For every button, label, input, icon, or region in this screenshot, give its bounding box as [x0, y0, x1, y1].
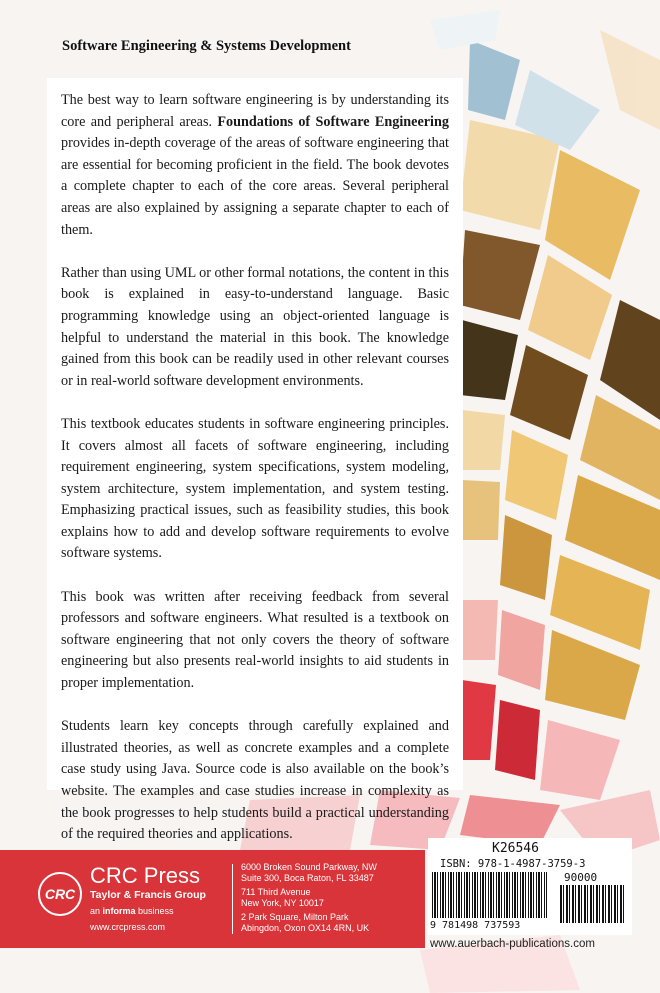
paragraph-text: provides in-depth coverage of the areas of software engineering that are essential for becoming proficient in the field. The book devotes a complete chapter to each of the core areas. Several peripheral areas are also explained by assigning a separate chapter to each of them.: [61, 135, 449, 238]
divider: [232, 864, 233, 934]
address-line: 6000 Broken Sound Parkway, NW: [241, 862, 377, 872]
imprint-website: www.auerbach-publications.com: [430, 938, 595, 950]
series-title: Software Engineering & Systems Development: [62, 38, 351, 54]
publisher-info: [90, 864, 224, 932]
sub-text: an: [90, 906, 103, 916]
price-code: 90000: [564, 871, 598, 884]
paragraph-5: Students learn key concepts through carefully explained and illustrated theories, as well as concrete examples and a complete case study using Java. Source code is also available on the book’s website. The examples and case studies increase in complexity as the book progresses to help students build a practical understanding of the required theories and applications.: [61, 718, 449, 843]
isbn: ISBN: 978-1-4987-3759-3: [440, 858, 586, 870]
barcode-box: [428, 838, 632, 935]
address-line: 2 Park Square, Milton Park: [241, 912, 349, 922]
paragraph-text: The best way to learn software engineering is by understanding its core and peripheral areas.: [61, 92, 449, 130]
addresses: [241, 862, 377, 937]
crc-logo: CRC: [38, 872, 82, 916]
address-line: 711 Third Avenue: [241, 887, 311, 897]
publisher-name: CRC Press: [90, 863, 201, 888]
book-title: Foundations of Software Engineering: [217, 113, 449, 130]
address: [241, 912, 377, 934]
address: [241, 887, 377, 909]
publisher-band: [0, 850, 425, 948]
paragraph-3: This textbook educates students in software engineering principles. It covers almost all facets of software engineering, including requirement engineering, system specifications, system modeling, system architecture, system implementation, and system testing. Emphasizing practical issues, such as feasibility studies, this book explains how to add and develop software requirements to evolve software systems.: [61, 415, 449, 562]
paragraph-4: This book was written after receiving feedback from several professors and software engineers. What resulted is a textbook on software engineering that not only covers the theory of software engineering but also presents real-world insights to aid students in proper implementation.: [61, 588, 449, 692]
publisher-website: www.crcpress.com: [90, 922, 166, 932]
catalog-code: K26546: [492, 841, 539, 856]
address-line: Abingdon, Oxon OX14 4RN, UK: [241, 923, 370, 933]
barcode-bars: [432, 872, 547, 918]
description-panel: [47, 78, 463, 843]
sub-text: business: [135, 906, 174, 916]
address-line: Suite 300, Boca Raton, FL 33487: [241, 873, 374, 883]
address-line: New York, NY 10017: [241, 898, 324, 908]
informa-text: informa: [102, 906, 136, 916]
publisher-group: Taylor & Francis Group: [90, 889, 206, 901]
publisher-subtitle: [90, 906, 224, 916]
paragraph-2: Rather than using UML or other formal notations, the content in this book is explained in easy-to-understand language. Basic programming knowledge using an object-oriented language is helpful to understand the material in this book. The knowledge gained from this book can be readily used in other relevant courses or in real-world software development environments.: [61, 264, 449, 389]
price-barcode-bars: [560, 885, 624, 923]
paragraph-1: [61, 90, 449, 241]
address: [241, 862, 377, 884]
barcode-digits: 9 781498 737593: [430, 920, 521, 931]
